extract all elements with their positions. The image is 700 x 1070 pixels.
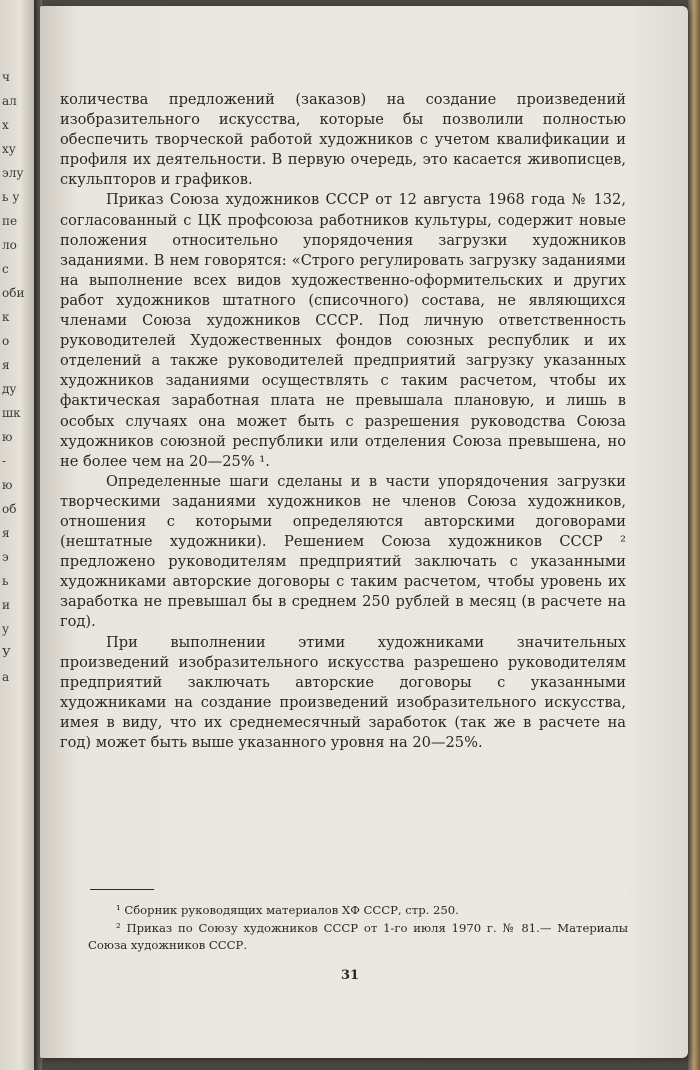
left-page-fragment: оби (2, 286, 25, 300)
footnote-separator (90, 889, 154, 890)
left-page-fragment: у (2, 622, 10, 636)
paragraph-1: количества предложений (заказов) на создание произведений изобразительного искусства, которые бы позволили полностью обеспечить творческой работой художников с учетом квалификации и профиля их деятельности. В первую очередь, это касается живописцев, скульпторов и графиков. (60, 91, 626, 189)
footnote-1: ¹ Сборник руководящих материалов ХФ СССР, стр. 250. (116, 903, 459, 917)
left-page-fragment: э (2, 550, 9, 564)
left-page-fragment: и (2, 598, 10, 612)
paragraph-2: Приказ Союза художников СССР от 12 августа 1968 года № 132, согласованный с ЦК профсоюза работников культуры, содержит новые положения относительно упорядочения загрузки художников заданиями. В нем говорятся: «Строго регулировать загрузку заданиями на выполнение всех видов художественно-оформительских и других работ художников штатного (списочного) состава, не являющихся членами Союза художников СССР. Под личную ответственность руководителей Художественных фондов союзных республик и их отделений а также руководителей предприятий загрузку указанных художников заданиями осуществлять с таким расчетом, чтобы их фактическая заработная плата не превышала плановую, и лишь в особых случаях она может быть с разрешения руководства Союза художников союзной республики или отделения Союза превышена, но не более чем на 20—25% ¹. (60, 191, 626, 470)
main-text (60, 90, 626, 753)
left-page-fragment: пе (2, 214, 18, 228)
left-page-fragment: ху (2, 142, 16, 156)
left-page-fragment: шк (2, 406, 21, 420)
footnote-2: ² Приказ по Союзу художников СССР от 1-го июля 1970 г. № 81.— Материалы Союза художников СССР. (88, 920, 628, 952)
left-page-fragment: ю (2, 430, 13, 444)
left-page-edge (0, 0, 34, 1070)
left-page-fragment: а (2, 670, 10, 684)
left-page-fragment: я (2, 526, 10, 540)
left-page-fragment: х (2, 118, 9, 132)
left-page-fragment: с (2, 262, 9, 276)
left-page-fragment: ло (2, 238, 17, 252)
left-page-fragment: о (2, 334, 10, 348)
footnotes (88, 902, 628, 955)
left-page-fragment: ь у (2, 190, 20, 204)
left-page-fragment: ь (2, 574, 9, 588)
page-number: 31 (340, 968, 360, 983)
left-page-fragment: - (2, 454, 7, 468)
left-page-fragment: элу (2, 166, 24, 180)
left-page-fragment: я (2, 358, 10, 372)
left-page-fragment: об (2, 502, 17, 516)
paragraph-3: Определенные шаги сделаны и в части упорядочения загрузки творческими заданиями художников не членов Союза художников, отношения с которыми определяются авторскими договорами (нештатные художники). Решением Союза художников СССР ² предложено руководителям предприятий заключать с указанными художниками авторские договоры с таким расчетом, чтобы уровень их заработка не превышал бы в среднем 250 рублей в месяц (в расчете на год). (60, 472, 626, 631)
left-page-fragment: ал (2, 94, 17, 108)
paragraph-4: При выполнении этими художниками значительных произведений изобразительного искусства разрешено руководителям предприятий заключать авторские договоры с указанными художниками на создание произведений изобразительного искусства, имея в виду, что их среднемесячный заработок (так же в расчете на год) может быть выше указанного уровня на 20—25%. (60, 633, 626, 751)
left-page-fragment: ч (2, 70, 10, 84)
left-page-fragment: ду (2, 382, 17, 396)
left-page-fragment: к (2, 310, 10, 324)
left-page-fragment: У (2, 646, 11, 660)
left-page-fragment: ю (2, 478, 13, 492)
page-stack-edge (688, 0, 700, 1070)
